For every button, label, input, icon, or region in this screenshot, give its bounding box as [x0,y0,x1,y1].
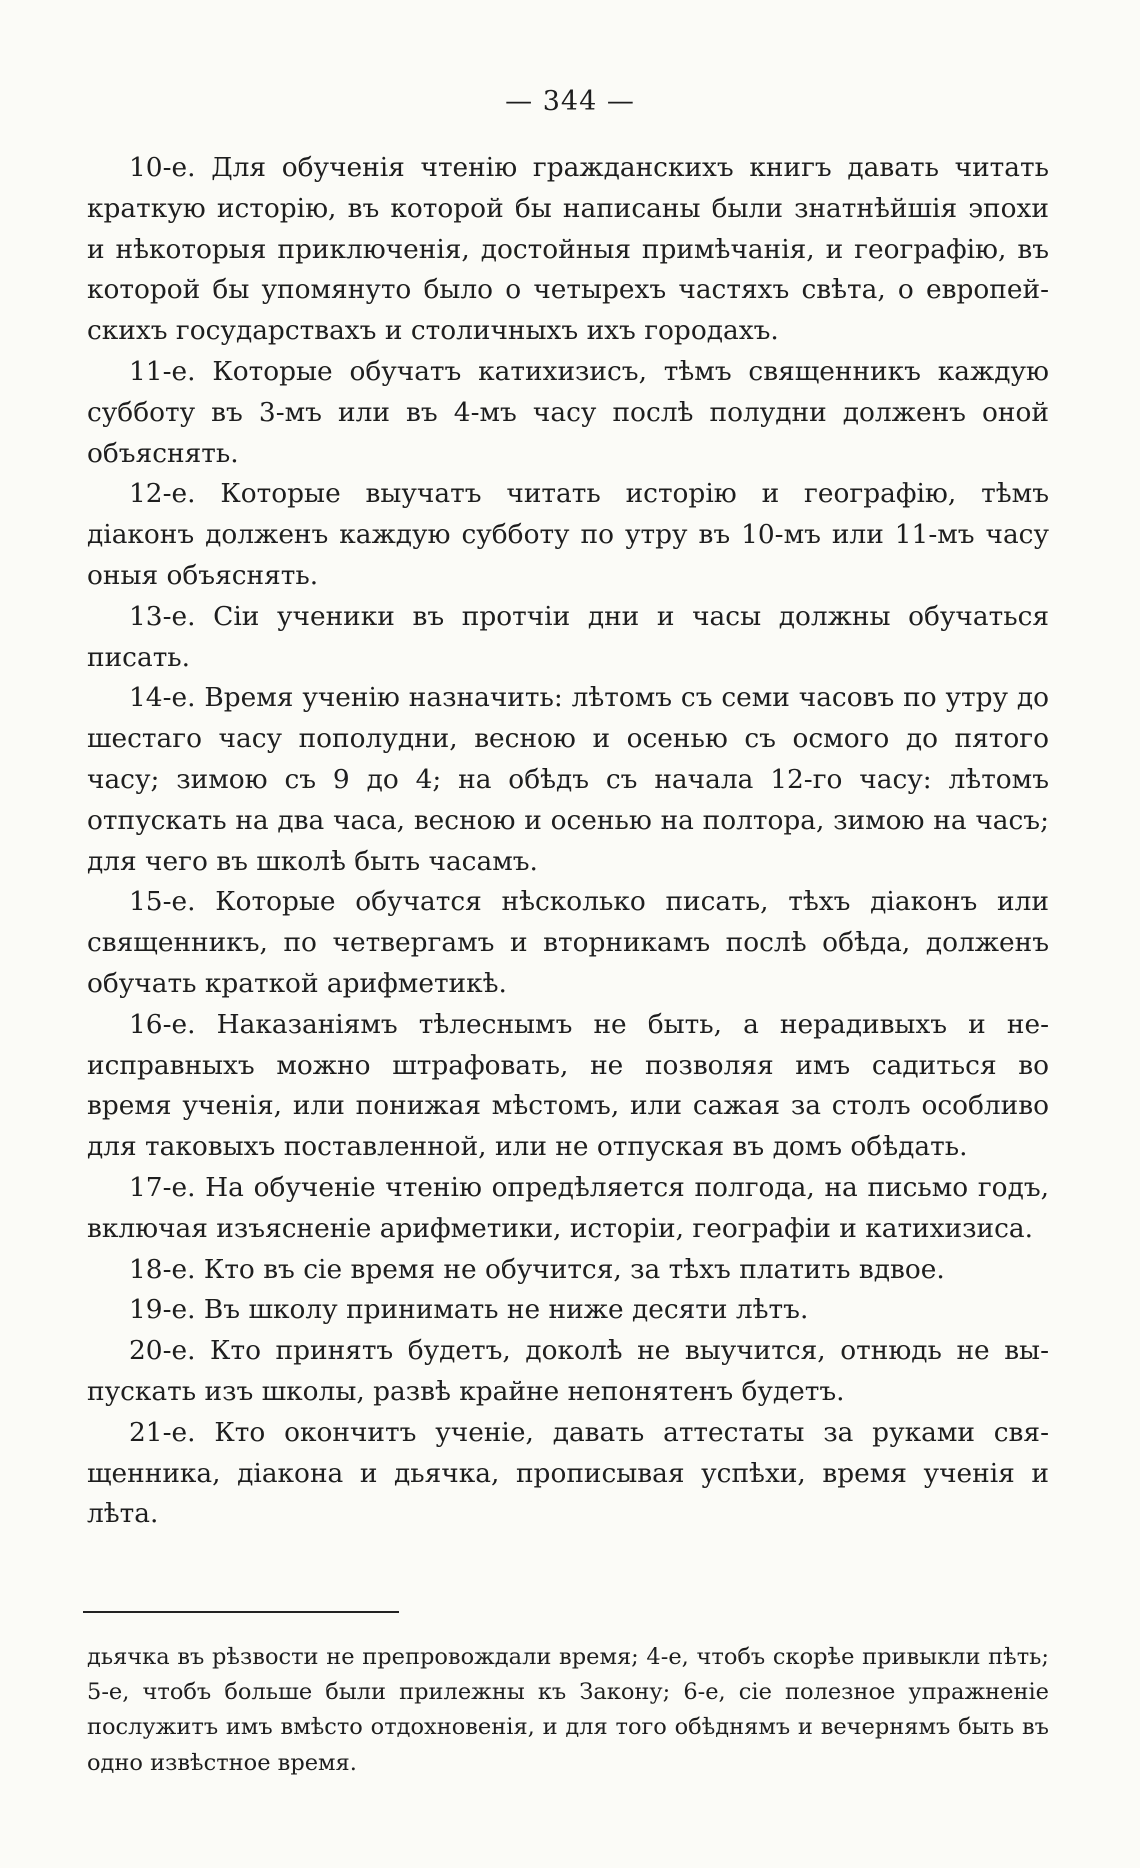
paragraph-16: 16-е. Наказаніямъ тѣлеснымъ не быть, а нерадивыхъ и неисправныхъ можно штрафовать, не позволяя имъ садиться во время ученія, или понижая мѣстомъ, или сажая за столъ особливо для таковыхъ поставленной, или не отпуская въ домъ обѣдать. [87,1008,1049,1163]
paragraph-14: 14-е. Время ученію назначить: лѣтомъ съ семи часовъ по утру до шестаго часу пополудни, весною и осенью съ осмого до пятого часу; зимою съ 9 до 4; на обѣдъ съ начала 12-го часу: лѣтомъ отпускать на два часа, весною и осенью на полтора, зимою на часъ; для чего въ школѣ быть часамъ. [87,682,1049,877]
paragraph-12: 12-е. Которые выучатъ читать исторію и географію, тѣмъ діаконъ долженъ каждую субботу по утру въ 10-мъ или 11-мъ часу оныя объяснять. [87,478,1049,591]
paragraph-15: 15-е. Которые обучатся нѣсколько писать, тѣхъ діаконъ или священникъ, по четвергамъ и вторникамъ послѣ обѣда, долженъ обучать краткой арифметикѣ. [87,886,1049,999]
paragraph-20: 20-е. Кто принятъ будетъ, доколѣ не выучится, отнюдь не выпускать изъ школы, развѣ крайне непонятенъ будетъ. [87,1335,1049,1407]
paragraph-21: 21-е. Кто окончитъ ученіе, давать аттестаты за руками священника, діакона и дьячка, прописывая успѣхи, время ученія и лѣта. [87,1416,1049,1530]
page-number: — 344 — [505,86,635,117]
paragraph-18: 18-е. Кто въ сіе время не обучится, за тѣхъ платить вдвое. [129,1253,945,1285]
footnote-divider [83,1611,399,1613]
body-text [87,148,1049,1535]
paragraph-13: 13-е. Сіи ученики въ протчіи дни и часы должны обучаться писать. [87,600,1049,673]
paragraph-11: 11-е. Которые обучатъ катихизисъ, тѣмъ священникъ каждую субботу въ 3-мъ или въ 4-мъ часу послѣ полудни долженъ оной объяснять. [87,355,1049,469]
paragraph-17: 17-е. На обученіе чтенію опредѣляется полгода, на письмо годъ, включая изъясненіе арифметики, исторіи, географіи и катихизиса. [87,1171,1049,1244]
footnote: дьячка въ рѣзвости не препровождали время; 4-е, чтобъ скорѣе привыкли пѣть; 5-е, чтобъ больше были прилежны къ Закону; 6-е, сіе полезное упражненіе послужитъ имъ вмѣсто отдохновенія, и для того обѣднямъ и вечернямъ быть въ одно извѣстное время. [87,1644,1049,1776]
paragraph-19: 19-е. Въ школу принимать не ниже десяти лѣтъ. [129,1294,809,1326]
paragraph-10: 10-е. Для обученія чтенію гражданскихъ книгъ давать читать краткую исторію, въ которой бы написаны были знатнѣйшія эпохи и нѣкоторыя приключенія, достойныя примѣчанія, и географію, въ которой бы упомянуто было о четырехъ частяхъ свѣта, о европейскихъ государствахъ и столичныхъ ихъ городахъ. [87,152,1049,347]
